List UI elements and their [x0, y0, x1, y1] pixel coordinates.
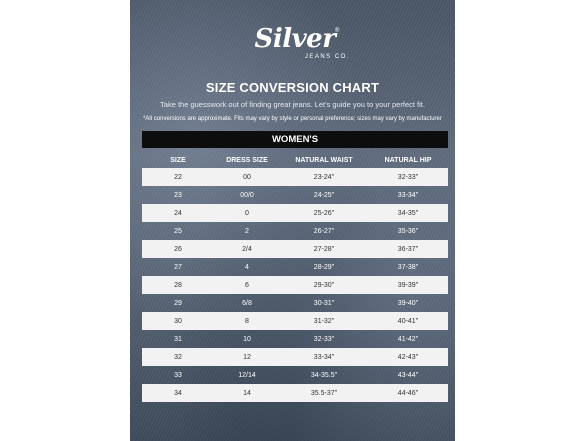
cell-natural-hip: 42-43" [397, 353, 419, 361]
cell-natural-hip: 39-39" [397, 281, 419, 289]
cell-dress-size: 2/4 [242, 245, 252, 253]
table-row [142, 222, 448, 240]
cell-natural-hip: 43-44" [397, 371, 419, 379]
cell-natural-hip: 40-41" [397, 317, 419, 325]
disclaimer-note: *All conversions are approximate. Fits may vary by style or personal preference; sizes may vary by manufacturer [143, 116, 442, 122]
cell-natural-waist: 23-24" [313, 173, 335, 181]
brand-logo-registered: ® [335, 28, 340, 34]
cell-size: 25 [174, 227, 182, 235]
cell-size: 34 [174, 389, 182, 397]
cell-natural-waist: 35.5-37" [310, 389, 338, 397]
column-header-size: SIZE [170, 156, 186, 164]
cell-natural-waist: 29-30" [313, 281, 335, 289]
cell-natural-waist: 28-29" [313, 263, 335, 271]
column-header-natural-hip: NATURAL HIP [384, 156, 432, 164]
cell-natural-hip: 36-37" [397, 245, 419, 253]
cell-dress-size: 0 [245, 209, 249, 217]
cell-size: 28 [174, 281, 182, 289]
cell-size: 32 [174, 353, 182, 361]
cell-dress-size: 2 [245, 227, 249, 235]
cell-natural-waist: 26-27" [313, 227, 335, 235]
column-header-natural-waist: NATURAL WAIST [295, 156, 353, 164]
cell-dress-size: 6/8 [242, 299, 252, 307]
cell-natural-hip: 32-33" [397, 173, 419, 181]
cell-natural-hip: 41-42" [397, 335, 419, 343]
page-title: SIZE CONVERSION CHART [205, 80, 380, 95]
table-row [142, 348, 448, 366]
table-row [142, 276, 448, 294]
table-row [142, 294, 448, 312]
cell-natural-waist: 34-35.5" [310, 371, 338, 379]
cell-dress-size: 4 [245, 263, 249, 271]
size-table [142, 152, 448, 402]
table-row [142, 312, 448, 330]
cell-size: 30 [174, 317, 182, 325]
cell-size: 22 [174, 173, 182, 181]
cell-natural-hip: 34-35" [397, 209, 419, 217]
cell-natural-hip: 33-34" [397, 191, 419, 199]
cell-dress-size: 14 [243, 389, 251, 397]
column-header-dress-size: DRESS SIZE [226, 156, 268, 164]
cell-natural-waist: 27-28" [313, 245, 335, 253]
cell-dress-size: 10 [243, 335, 251, 343]
brand-logo-script: Silver [254, 24, 336, 54]
cell-natural-hip: 44-46" [397, 389, 419, 397]
table-row [142, 186, 448, 204]
cell-size: 26 [174, 245, 182, 253]
brand-logo-subtext: JEANS CO. [304, 54, 350, 60]
cell-natural-hip: 37-38" [397, 263, 419, 271]
table-row [142, 366, 448, 384]
cell-natural-waist: 33-34" [313, 353, 335, 361]
section-header-womens: WOMEN'S [142, 131, 448, 148]
table-row [142, 384, 448, 402]
table-row [142, 204, 448, 222]
table-row [142, 258, 448, 276]
table-row [142, 168, 448, 186]
page-subtitle: Take the guesswork out of finding great jeans. Let's guide you to your perfect fit. [160, 100, 425, 109]
cell-dress-size: 00 [243, 173, 251, 181]
brand-logo [130, 24, 455, 64]
cell-size: 33 [174, 371, 182, 379]
cell-dress-size: 12/14 [238, 371, 256, 379]
cell-natural-waist: 31-32" [313, 317, 335, 325]
cell-dress-size: 6 [245, 281, 249, 289]
cell-natural-hip: 39-40" [397, 299, 419, 307]
cell-natural-waist: 25-26" [313, 209, 335, 217]
cell-size: 31 [174, 335, 182, 343]
cell-size: 24 [174, 209, 182, 217]
cell-dress-size: 00/0 [240, 191, 254, 199]
cell-natural-waist: 30-31" [313, 299, 335, 307]
cell-natural-waist: 24-25" [313, 191, 335, 199]
cell-size: 29 [174, 299, 182, 307]
cell-dress-size: 8 [245, 317, 249, 325]
table-row [142, 330, 448, 348]
cell-natural-hip: 35-36" [397, 227, 419, 235]
table-header [142, 152, 448, 168]
cell-size: 23 [174, 191, 182, 199]
cell-size: 27 [174, 263, 182, 271]
cell-dress-size: 12 [243, 353, 251, 361]
size-chart-panel [130, 0, 455, 441]
cell-natural-waist: 32-33" [313, 335, 335, 343]
table-row [142, 240, 448, 258]
